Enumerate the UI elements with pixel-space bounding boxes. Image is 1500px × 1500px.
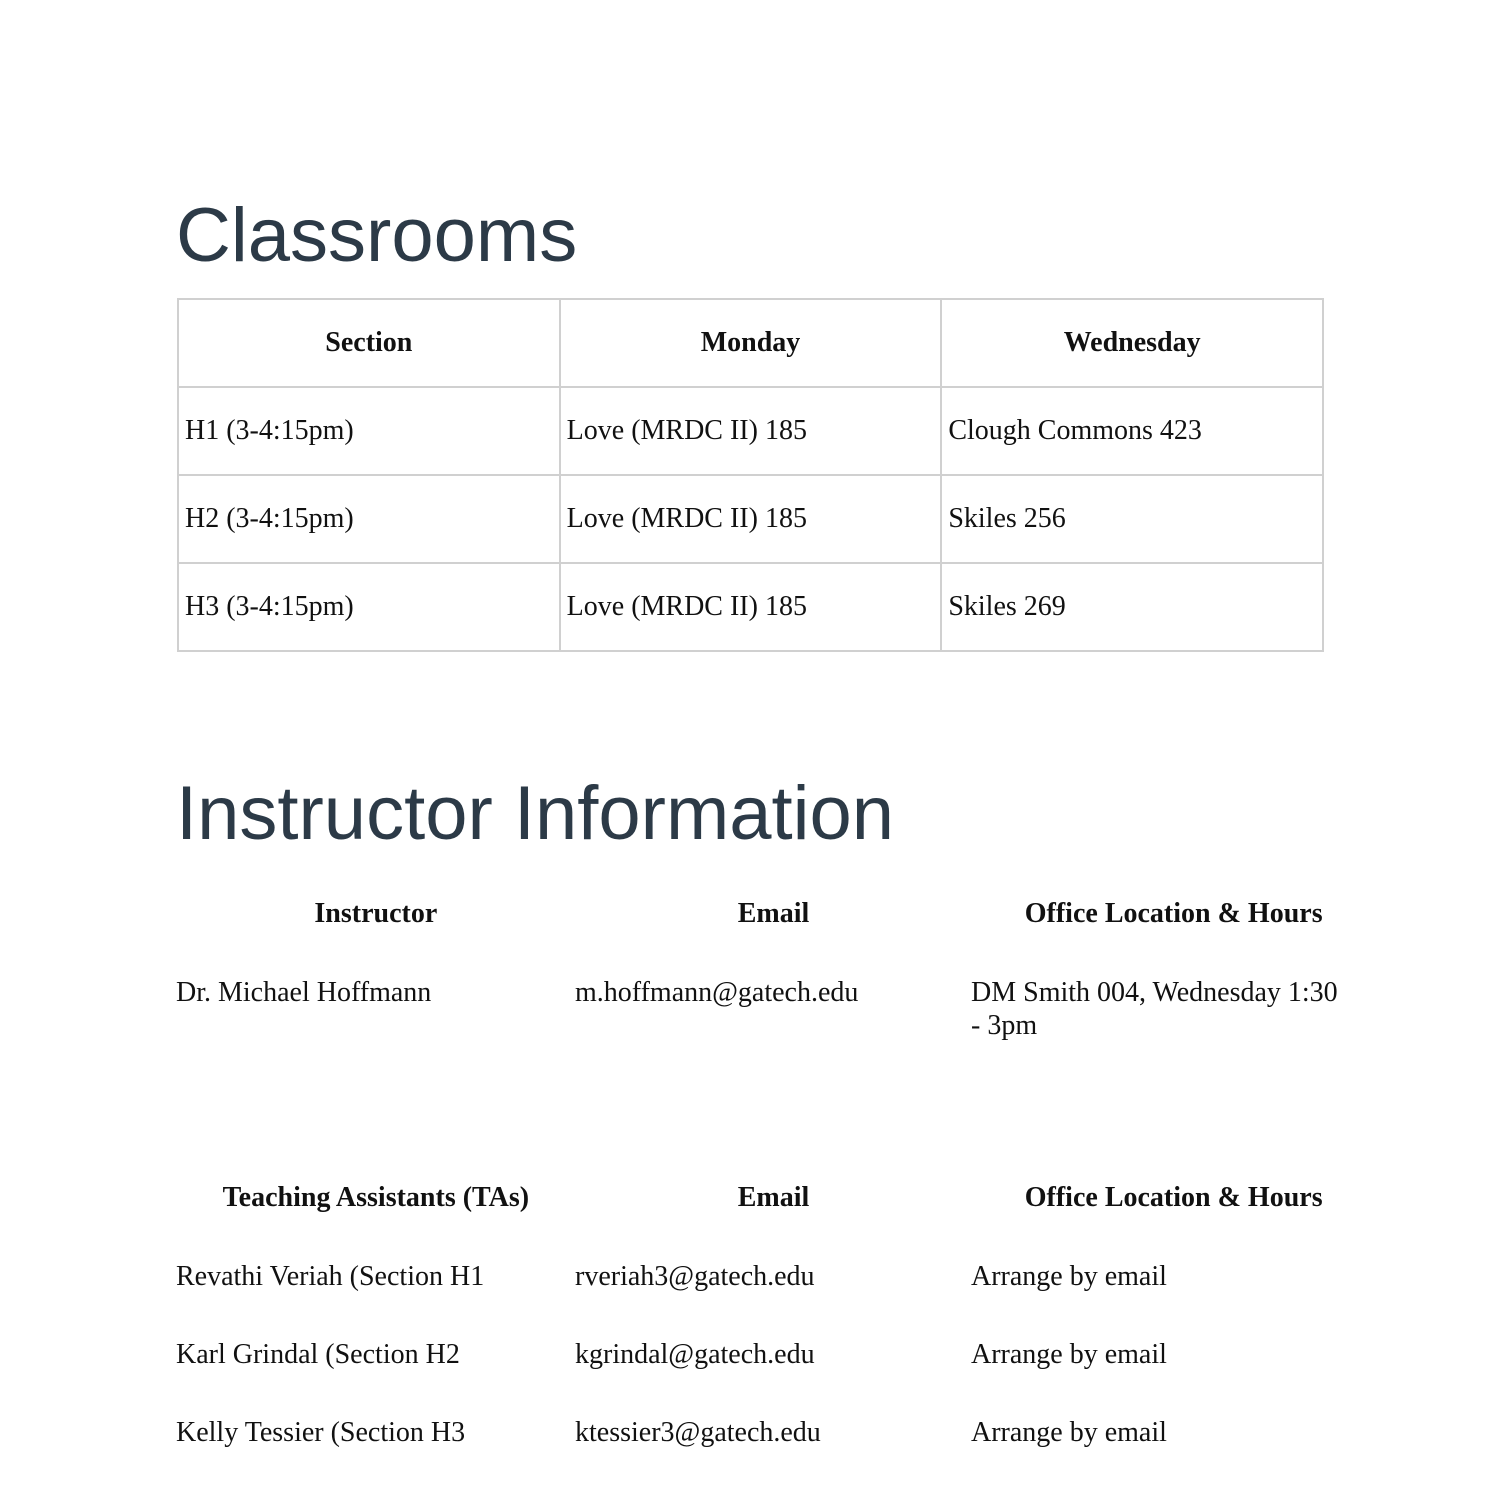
ta-row [176,1338,1376,1371]
header-monday: Monday [560,299,942,387]
office-hours-line: - 3pm [971,1010,1038,1041]
ta-email[interactable]: rveriah3@gatech.edu [575,1261,815,1292]
section-cell: H2 (3-4:15pm) [178,475,560,563]
ta-email-column-header: Email [737,1182,810,1213]
ta-office-hours: Arrange by email [971,1261,1167,1292]
wednesday-cell: Skiles 256 [941,475,1323,563]
instructor-information-heading: Instructor Information [176,771,895,856]
instructor-row [176,976,1376,1042]
ta-row [176,1416,1376,1449]
ta-office-hours: Arrange by email [971,1417,1167,1448]
instructor-header-row [176,897,1376,930]
table-row [178,563,1323,651]
wednesday-cell: Clough Commons 423 [941,387,1323,475]
ta-office-hours: Arrange by email [971,1339,1167,1370]
ta-office-column-header: Office Location & Hours [1024,1182,1323,1213]
ta-header-row [176,1181,1376,1214]
monday-cell: Love (MRDC II) 185 [560,563,942,651]
office-column-header: Office Location & Hours [1024,898,1323,929]
section-cell: H3 (3-4:15pm) [178,563,560,651]
email-column-header: Email [737,898,810,929]
instructor-email[interactable]: m.hoffmann@gatech.edu [575,977,859,1008]
table-row [178,387,1323,475]
header-section: Section [178,299,560,387]
classrooms-heading: Classrooms [176,193,578,278]
wednesday-cell: Skiles 269 [941,563,1323,651]
ta-name: Revathi Veriah (Section H1 [176,1261,485,1292]
classrooms-table [177,298,1324,652]
ta-row [176,1260,1376,1293]
instructor-name: Dr. Michael Hoffmann [176,977,432,1008]
monday-cell: Love (MRDC II) 185 [560,387,942,475]
instructor-column-header: Instructor [314,898,438,929]
office-hours-line: DM Smith 004, Wednesday 1:30 [971,977,1338,1008]
header-wednesday: Wednesday [941,299,1323,387]
instructor-office-hours [971,976,1376,1042]
ta-column-header: Teaching Assistants (TAs) [222,1182,530,1213]
ta-name: Kelly Tessier (Section H3 [176,1417,466,1448]
table-row [178,475,1323,563]
ta-email[interactable]: ktessier3@gatech.edu [575,1417,821,1448]
monday-cell: Love (MRDC II) 185 [560,475,942,563]
table-header-row [178,299,1323,387]
ta-name: Karl Grindal (Section H2 [176,1339,460,1370]
ta-email[interactable]: kgrindal@gatech.edu [575,1339,815,1370]
section-cell: H1 (3-4:15pm) [178,387,560,475]
